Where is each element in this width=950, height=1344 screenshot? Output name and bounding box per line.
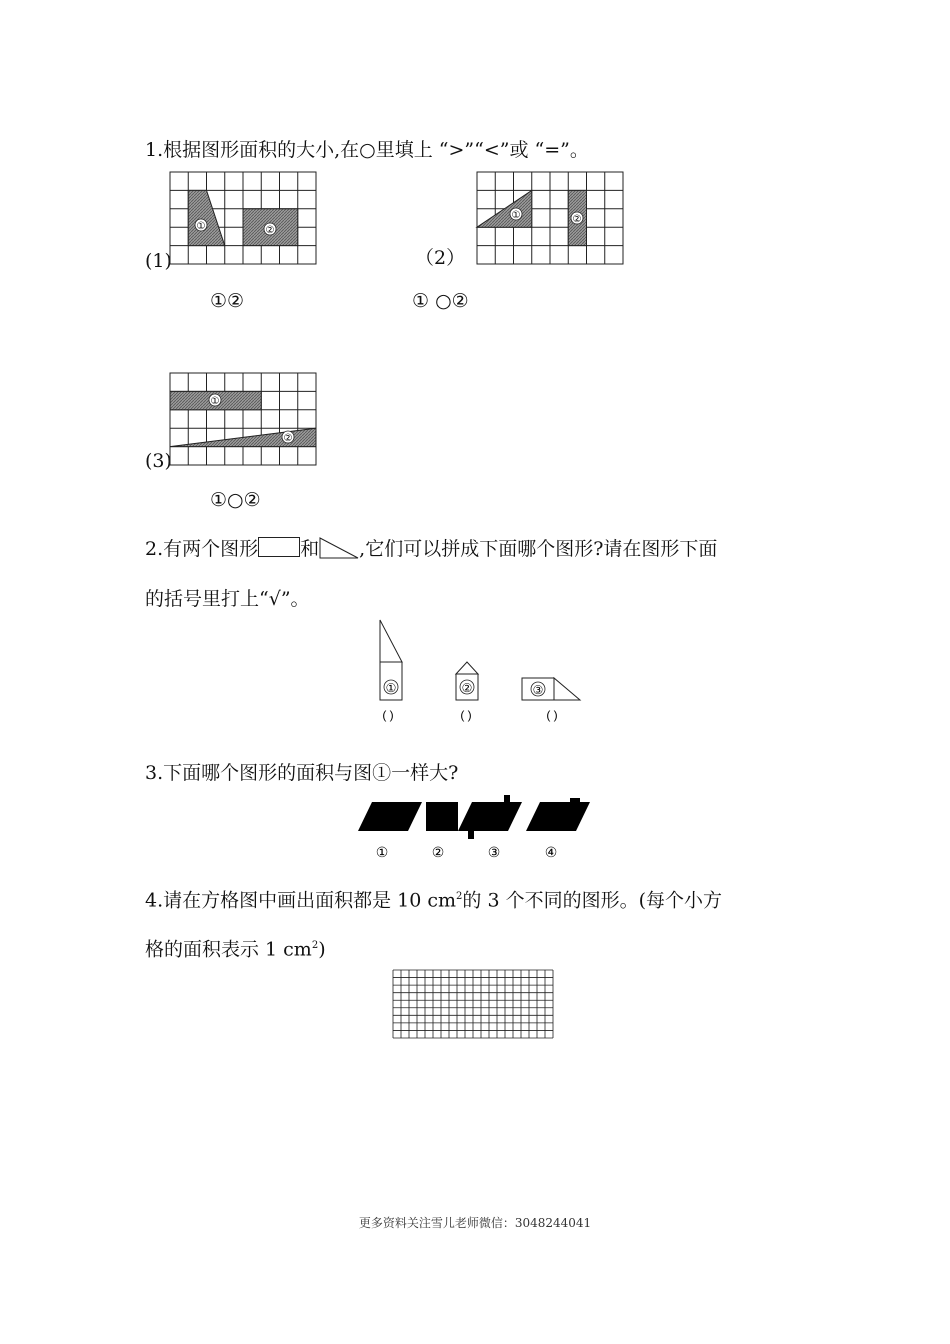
q2-prompt-a: 2.有两个图形	[145, 538, 259, 560]
q1-prompt: 1.根据图形面积的大小,在○里填上 “>”“<”或 “=”。	[145, 139, 589, 161]
q1-part2-label: （2）	[415, 247, 466, 269]
q4-prompt-d: )	[318, 938, 326, 961]
shape-1-label: ①	[210, 396, 220, 407]
shape-1-label: ①	[196, 221, 206, 232]
q1-part2-compare[interactable]: ① ○②	[412, 290, 469, 312]
q1-part3-label: (3)	[145, 450, 172, 472]
q2-prompt-line1	[145, 537, 717, 561]
q1-grid-2	[477, 172, 627, 267]
q2-triangle-icon	[319, 537, 359, 559]
shape-1-trapezoid	[188, 190, 225, 245]
q4-drawing-grid[interactable]	[393, 970, 555, 1040]
q2-option-2-paren[interactable]: ( )	[460, 708, 472, 722]
q3-label-2: ②	[431, 845, 445, 861]
q3-shape-4[interactable]	[526, 798, 590, 831]
q3-shape-3[interactable]	[458, 795, 522, 839]
q3-prompt: 3.下面哪个图形的面积与图①一样大?	[145, 762, 459, 784]
q4-prompt-c: 格的面积表示 1 cm	[145, 938, 312, 961]
shape-1-label: ①	[511, 210, 521, 221]
q2-option-1-paren[interactable]: ( )	[382, 708, 394, 722]
shape-2-label: ②	[572, 214, 582, 225]
q4-prompt-b: 的 3 个不同的图形。(每个小方	[462, 889, 723, 912]
grid-lines	[170, 373, 316, 465]
q4-sup-1: 2	[456, 891, 463, 902]
q2-rect-icon	[258, 537, 300, 557]
q3-label-3: ③	[487, 845, 501, 861]
q3-shape-2[interactable]	[426, 802, 458, 831]
q2-prompt-b: 和	[300, 538, 320, 560]
q3-shapes	[358, 793, 598, 863]
q2-prompt-line2: 的括号里打上“√”。	[145, 588, 310, 610]
q3-label-4: ④	[544, 845, 558, 861]
q3-label-1: ①	[375, 845, 389, 861]
q4-prompt-line1	[145, 885, 722, 912]
q2-option-2[interactable]	[456, 662, 478, 700]
q2-prompt-c: ,它们可以拼成下面哪个图形?请在图形下面	[359, 538, 718, 560]
q4-prompt-a: 4.请在方格图中画出面积都是 10 cm	[145, 889, 457, 912]
footer-note: 更多资料关注雪儿老师微信：3048244041	[358, 1216, 592, 1230]
q1-part1-compare[interactable]: ①②	[210, 290, 245, 312]
q1-part3-compare[interactable]: ①○②	[210, 489, 261, 511]
q1-part1-label: (1)	[145, 250, 172, 272]
q2-option-3-label: ③	[532, 683, 544, 697]
q4-sup-2: 2	[311, 940, 319, 951]
shape-2-label: ②	[283, 433, 293, 444]
q4-prompt-line2	[145, 934, 326, 961]
q1-grid-1	[170, 172, 320, 267]
q2-options	[360, 620, 620, 730]
q1-grid-3	[170, 373, 320, 468]
q2-option-3-paren[interactable]: ( )	[546, 708, 558, 722]
q2-option-1[interactable]	[380, 620, 402, 700]
q2-option-2-label: ②	[461, 681, 473, 695]
q2-option-1-label: ①	[385, 681, 397, 695]
q2-option-3[interactable]	[522, 678, 580, 700]
q3-shape-1[interactable]	[358, 802, 422, 831]
grid-lines	[393, 970, 553, 1038]
shape-2-label: ②	[265, 225, 275, 236]
